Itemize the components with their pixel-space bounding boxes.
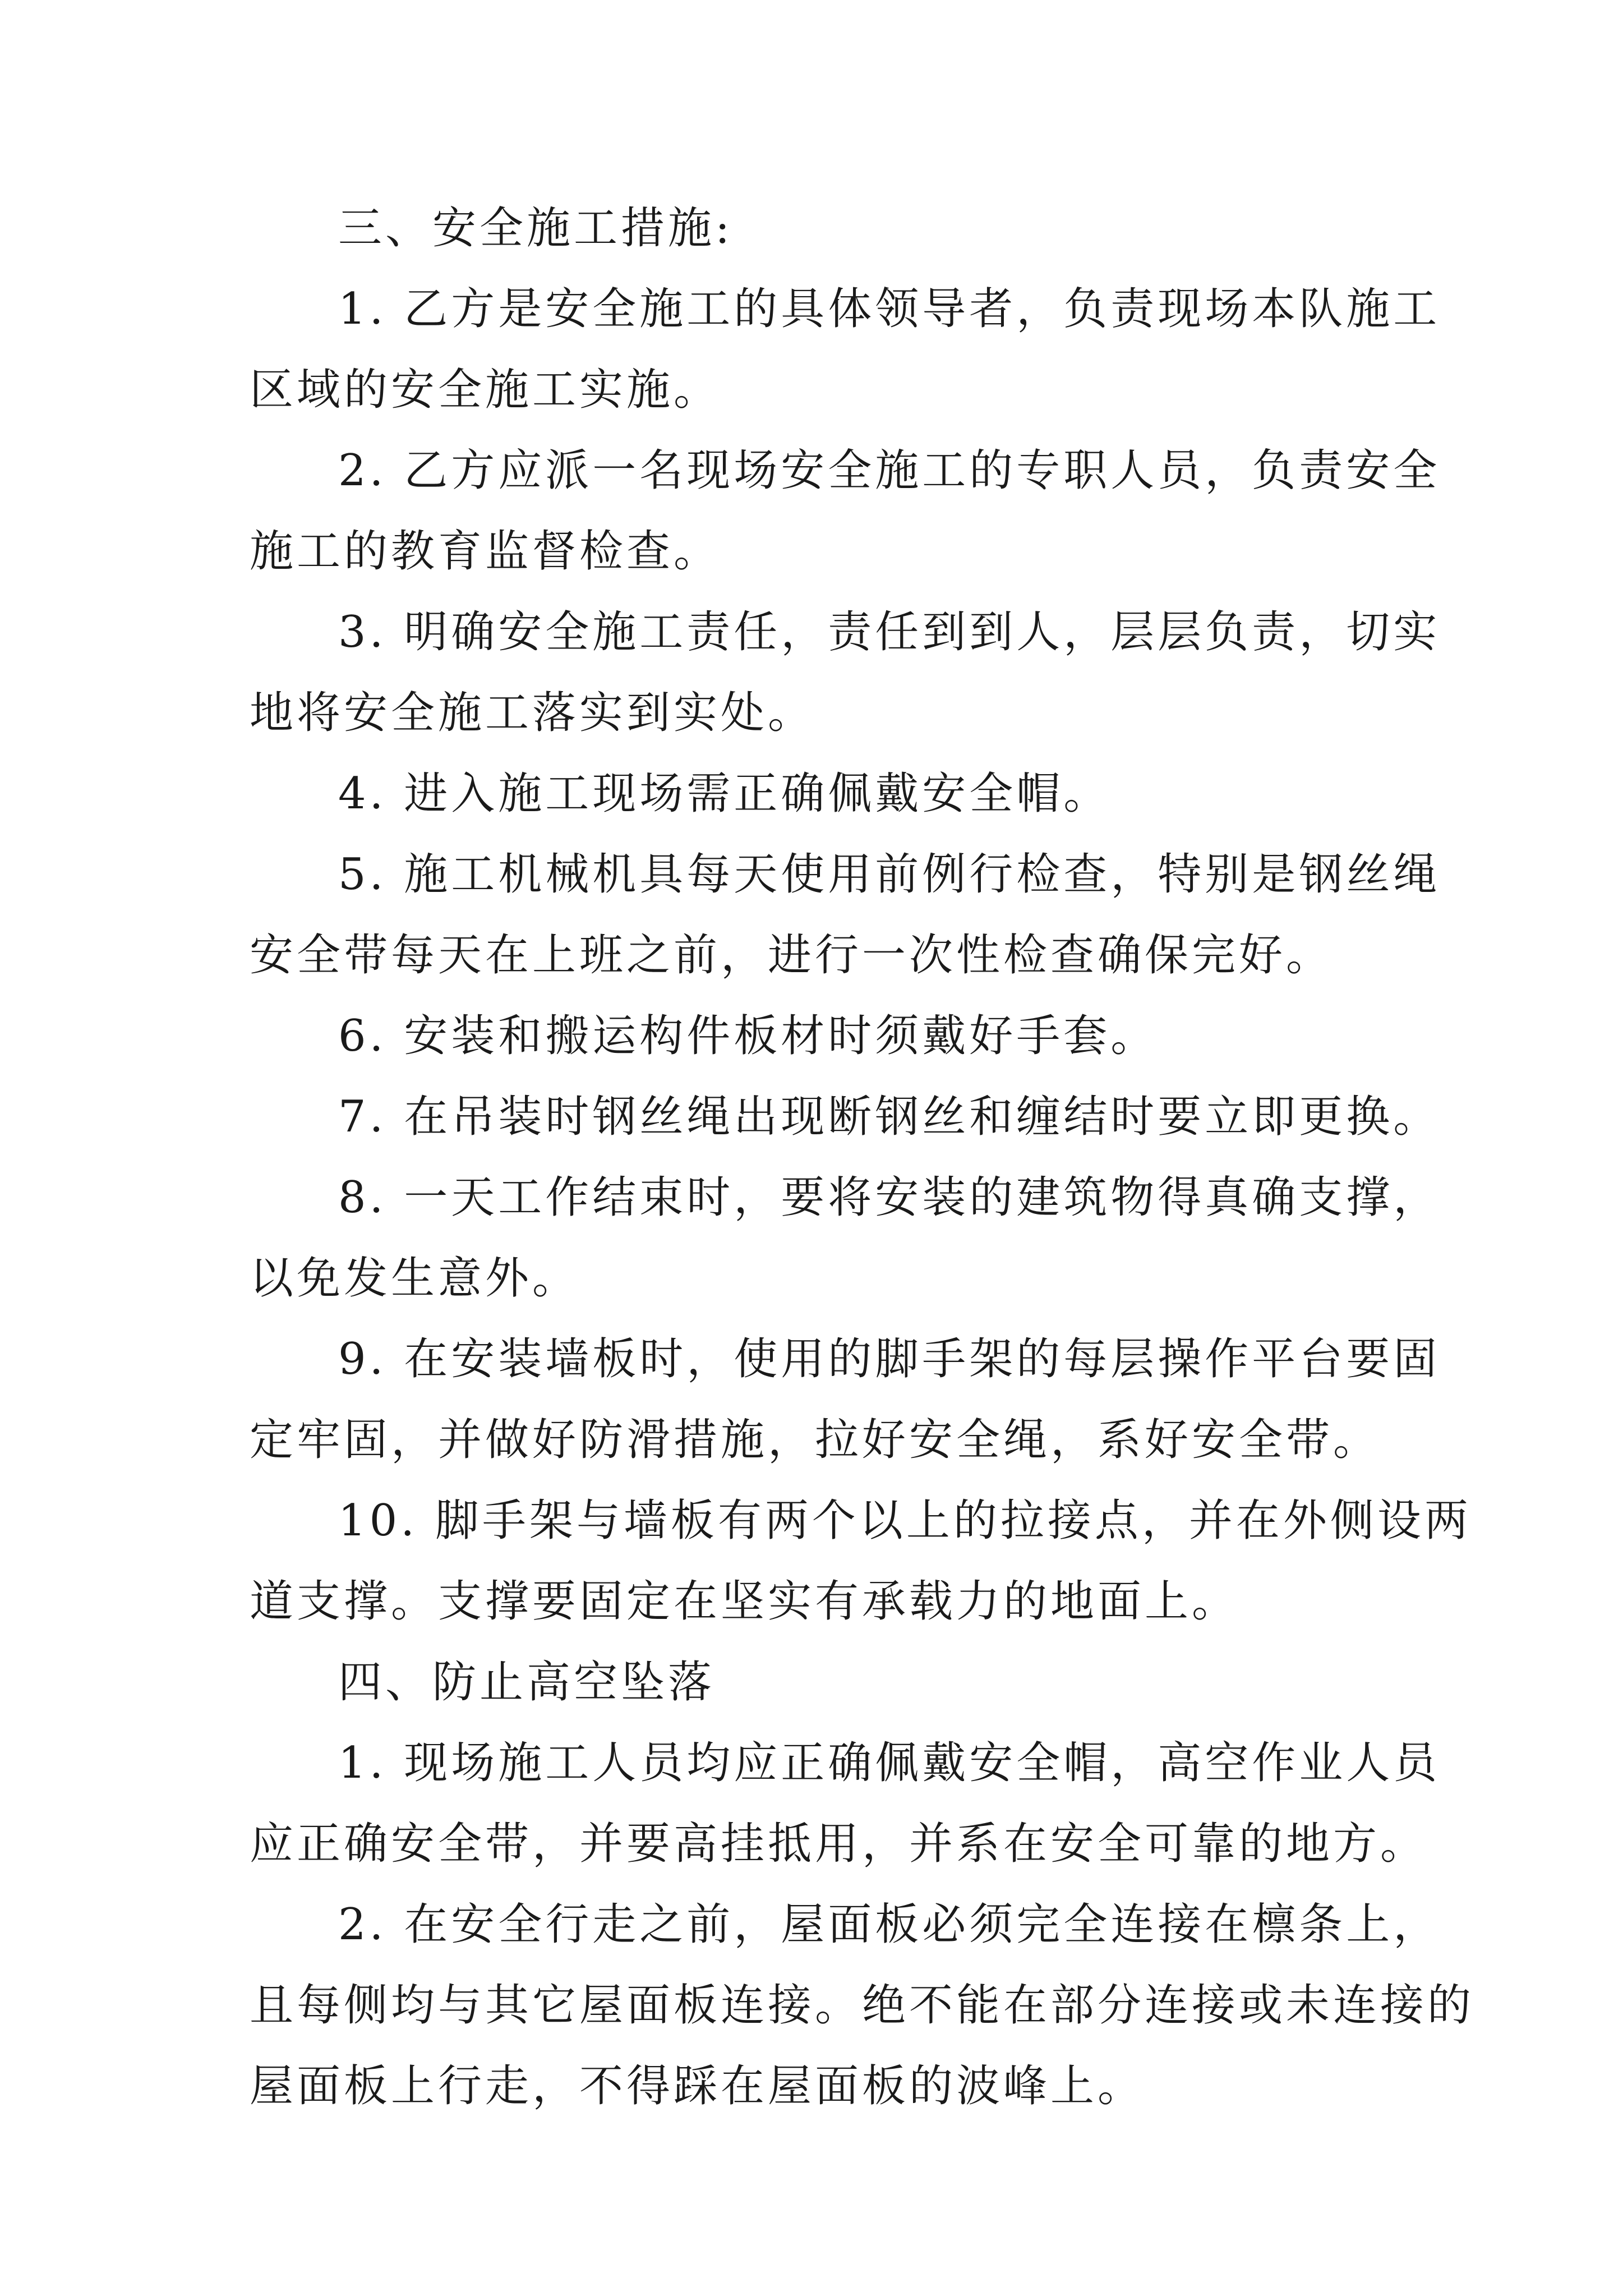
- text-line: 屋面板上行走，不得踩在屋面板的波峰上。: [250, 2061, 1145, 2111]
- text-line: 2. 乙方应派一名现场安全施工的专职人员，负责安全: [338, 445, 1441, 496]
- text-line: 且每侧均与其它屋面板连接。绝不能在部分连接或未连接的: [250, 1980, 1475, 2031]
- text-line: 7. 在吊装时钢丝绳出现断钢丝和缠结时要立即更换。: [338, 1092, 1441, 1142]
- text-line: 9. 在安装墙板时，使用的脚手架的每层操作平台要固: [338, 1334, 1441, 1384]
- text-line: 道支撑。支撑要固定在坚实有承载力的地面上。: [250, 1576, 1239, 1627]
- text-line: 定牢固，并做好防滑措施，拉好安全绳，系好安全带。: [250, 1415, 1381, 1465]
- text-line: 安全带每天在上班之前，进行一次性检查确保完好。: [250, 930, 1334, 981]
- text-line: 地将安全施工落实到实处。: [250, 688, 815, 738]
- text-line: 6. 安装和搬运构件板材时须戴好手套。: [338, 1011, 1158, 1061]
- text-line: 10. 脚手架与墙板有两个以上的拉接点，并在外侧设两: [338, 1496, 1472, 1546]
- text-line: 4. 进入施工现场需正确佩戴安全帽。: [338, 769, 1111, 819]
- text-line: 1. 现场施工人员均应正确佩戴安全帽，高空作业人员: [338, 1738, 1441, 1788]
- section-heading: 三、安全施工措施:: [338, 203, 734, 254]
- text-line: 5. 施工机械机具每天使用前例行检查，特别是钢丝绳: [338, 849, 1441, 900]
- text-line: 3. 明确安全施工责任，责任到到人，层层负责，切实: [338, 607, 1441, 657]
- text-line: 施工的教育监督检查。: [250, 526, 721, 577]
- text-line: 以免发生意外。: [250, 1253, 580, 1304]
- document-body: [250, 188, 1475, 2127]
- text-line: 2. 在安全行走之前，屋面板必须完全连接在檩条上，: [338, 1899, 1441, 1950]
- text-line: 应正确安全带，并要高挂抵用，并系在安全可靠的地方。: [250, 1819, 1428, 1869]
- text-line: 1. 乙方是安全施工的具体领导者，负责现场本队施工: [338, 284, 1441, 334]
- section-heading: 四、防止高空坠落: [338, 1657, 716, 1708]
- text-line: 区域的安全施工实施。: [250, 365, 721, 415]
- text-line: 8. 一天工作结束时，要将安装的建筑物得真确支撑，: [338, 1172, 1441, 1223]
